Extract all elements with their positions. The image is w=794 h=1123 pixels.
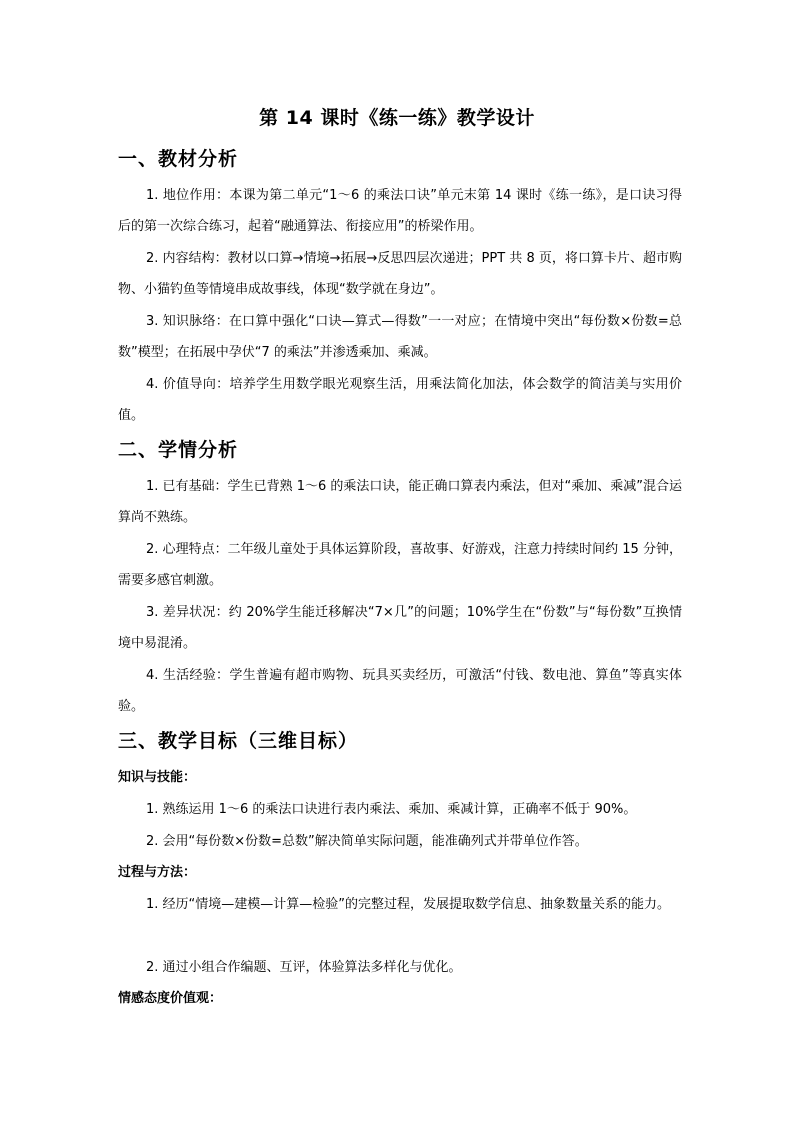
paragraph: 4. 价值导向：培养学生用数学眼光观察生活，用乘法简化加法，体会数学的简洁美与实用价值。 <box>118 377 682 423</box>
paragraph: 2. 内容结构：教材以口算→情境→拓展→反思四层次递进；PPT 共 8 页，将口算卡片、超市购物、小猫钓鱼等情境串成故事线，体现“数学就在身边”。 <box>118 251 682 297</box>
paragraph: 1. 熟练运用 1～6 的乘法口诀进行表内乘法、乘加、乘减计算，正确率不低于 90%。 <box>146 802 637 817</box>
subheading-process-methods: 过程与方法： <box>118 865 197 880</box>
paragraph: 2. 通过小组合作编题、互评，体验算法多样化与优化。 <box>146 960 462 975</box>
paragraph: 2. 会用“每份数×份数=总数”解决简单实际问题，能准确列式并带单位作答。 <box>146 834 588 849</box>
page-title: 第 14 课时《练一练》教学设计 <box>259 107 535 129</box>
paragraph: 1. 地位作用：本课为第二单元“1～6 的乘法口诀”单元末第 14 课时《练一练》，是口诀习得后的第一次综合练习，起着“融通算法、衔接应用”的桥梁作用。 <box>118 188 682 234</box>
paragraph: 3. 差异状况：约 20%学生能迁移解决“7×几”的问题；10%学生在“份数”与“每份数”互换情境中易混淆。 <box>118 605 682 651</box>
subheading-knowledge-skills: 知识与技能： <box>118 770 197 785</box>
paragraph: 3. 知识脉络：在口算中强化“口诀—算式—得数”一一对应；在情境中突出“每份数×份数=总数”模型；在拓展中孕伏“7 的乘法”并渗透乘加、乘减。 <box>118 314 682 360</box>
paragraph: 1. 经历“情境—建模—计算—检验”的完整过程，发展提取数学信息、抽象数量关系的能力。 <box>146 897 671 912</box>
section-heading-teaching-goals: 三、教学目标（三维目标） <box>118 730 359 752</box>
paragraph: 1. 已有基础：学生已背熟 1～6 的乘法口诀，能正确口算表内乘法，但对“乘加、乘减”混合运算尚不熟练。 <box>118 479 682 525</box>
paragraph: 4. 生活经验：学生普遍有超市购物、玩具买卖经历，可激活“付钱、数电池、算鱼”等真实体验。 <box>118 668 682 714</box>
section-heading-learner-analysis: 二、学情分析 <box>118 439 239 461</box>
paragraph: 2. 心理特点：二年级儿童处于具体运算阶段，喜故事、好游戏，注意力持续时间约 15 分钟，需要多感官刺激。 <box>118 542 682 588</box>
section-heading-textbook-analysis: 一、教材分析 <box>118 148 239 170</box>
subheading-emotion-values: 情感态度价值观： <box>118 991 223 1006</box>
